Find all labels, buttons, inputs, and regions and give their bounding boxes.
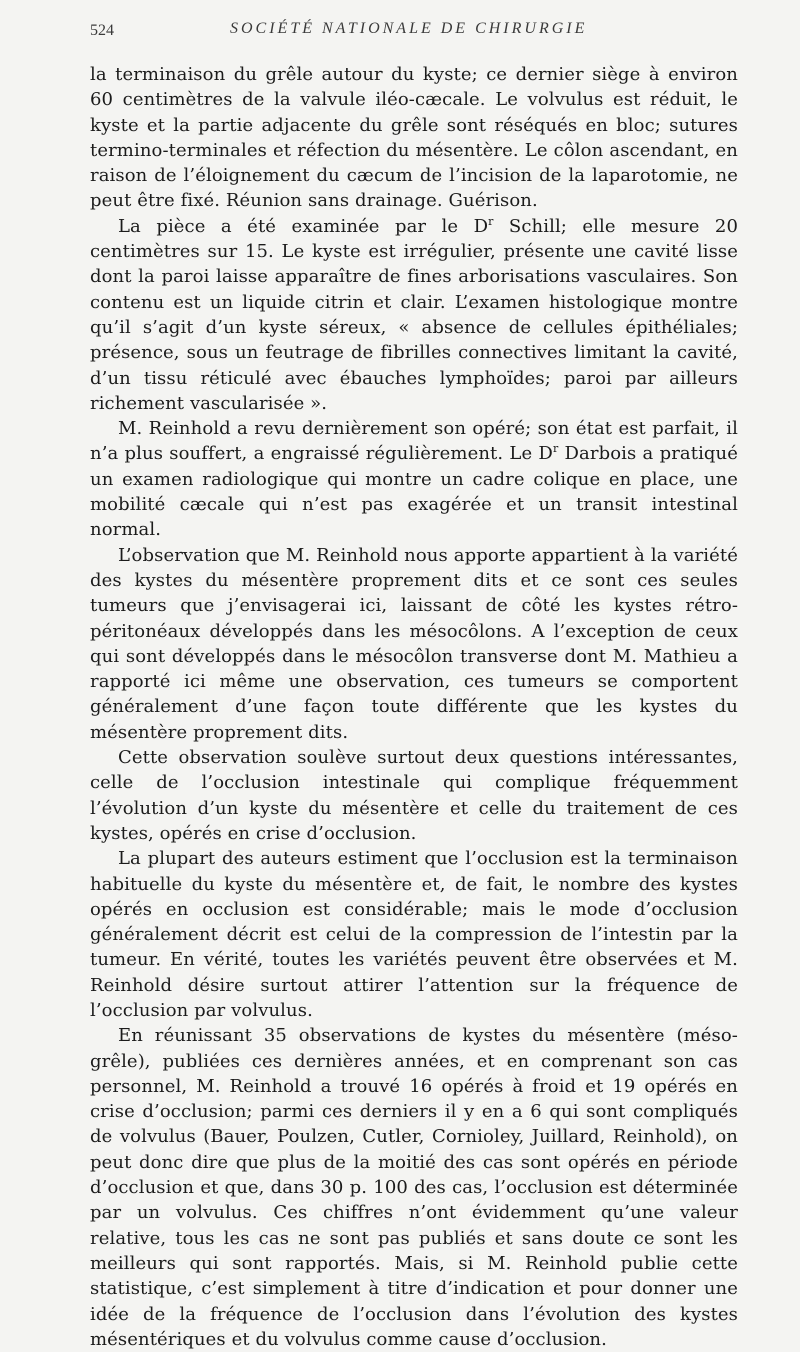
running-title: SOCIÉTÉ NATIONALE DE CHIRURGIE	[230, 20, 588, 37]
paragraph-2-text-b: Schill; elle mesure 20 centimètres sur 15. Le kyste est irrégulier, présente une cavité lisse dont la paroi laisse apparaître de fines arborisations vasculaires. Son contenu est un liquide citrin et clair. L’examen histologique montre qu’il s’agit d’un kyste séreux, « absence de cellules épithéliales; présence, sous un feutrage de fibrilles connectives limitant la cavité, d’un tissu réticulé avec ébauches lymphoïdes; paroi par ailleurs richement vascularisée ».	[90, 215, 738, 414]
paragraph-2-superscript: r	[488, 214, 494, 228]
page-number: 524	[90, 22, 114, 39]
paragraph-7: En réunissant 35 observations de kystes du mésentère (méso-grêle), publiées ces dernières années, et en comprenant son cas personnel, M. Reinhold a trouvé 16 opérés à froid et 19 opérés en crise d’occlusion; parmi ces derniers il y en a 6 qui sont compliqués de volvulus (Bauer, Poulzen, Cutler, Cornioley, Juillard, Reinhold), on peut donc dire que plus de la moitié des cas sont opérés en période d’occlusion et que, dans 30 p. 100 des cas, l’occlusion est déterminée par un volvulus. Ces chiffres n’ont évidemment qu’une valeur relative, tous les cas ne sont pas publiés et sans doute ce sont les meilleurs qui sont rapportés. Mais, si M. Reinhold publie cette statistique, c’est simplement à titre d’indication et pour donner une idée de la fréquence de l’occlusion dans l’évolution des kystes mésentériques et du volvulus comme cause d’occlusion.	[90, 1025, 738, 1350]
paragraph-3	[90, 416, 738, 542]
paragraph-2-text-a: La pièce a été examinée par le D	[118, 215, 489, 237]
body-text	[90, 62, 738, 1352]
paragraph-2	[90, 214, 738, 416]
paragraph-5: Cette observation soulève surtout deux questions intéressantes, celle de l’occlusion intestinale qui complique fréquemment l’évolution d’un kyste du mésentère et celle du traitement de ces kystes, opérés en crise d’occlusion.	[90, 747, 738, 844]
paragraph-3-text-b: Darbois a pratiqué un examen radiologique qui montre un cadre colique en place, une mobilité cæcale qui n’est pas exagérée et un transit intestinal normal.	[90, 443, 738, 541]
page-header	[90, 20, 740, 46]
paragraph-3-superscript: r	[552, 442, 559, 456]
paragraph-4: L’observation que M. Reinhold nous apporte appartient à la variété des kystes du mésentère proprement dits et ce sont ces seules tumeurs que j’envisagerai ici, laissant de côté les kystes rétro-péritonéaux développés dans les mésocôlons. A l’exception de ceux qui sont développés dans le mésocôlon transverse dont M. Mathieu a rapporté ici même une observation, ces tumeurs se comportent généralement d’une façon toute différente que les kystes du mésentère proprement dits.	[90, 544, 738, 743]
paragraph-3-text-a: M. Reinhold a revu dernièrement son opéré; son état est parfait, il n’a plus souffert, a engraissé régulièrement. Le D	[90, 418, 738, 465]
paragraph-1: la terminaison du grêle autour du kyste; ce dernier siège à environ 60 centimètres de la valvule iléo-cæcale. Le volvulus est réduit, le kyste et la partie adjacente du grêle sont réséqués en bloc; sutures termino-terminales et réfection du mésentère. Le côlon ascendant, en raison de l’éloignement du cæcum de l’incision de la laparotomie, ne peut être fixé. Réunion sans drainage. Guérison.	[90, 64, 738, 212]
paragraph-6: La plupart des auteurs estiment que l’occlusion est la terminaison habituelle du kyste du mésentère et, de fait, le nombre des kystes opérés en occlusion est considérable; mais le mode d’occlusion généralement décrit est celui de la compression de l’intestin par la tumeur. En vérité, toutes les variétés peuvent être observées et M. Reinhold désire surtout attirer l’attention sur la fréquence de l’occlusion par volvulus.	[90, 848, 738, 1021]
